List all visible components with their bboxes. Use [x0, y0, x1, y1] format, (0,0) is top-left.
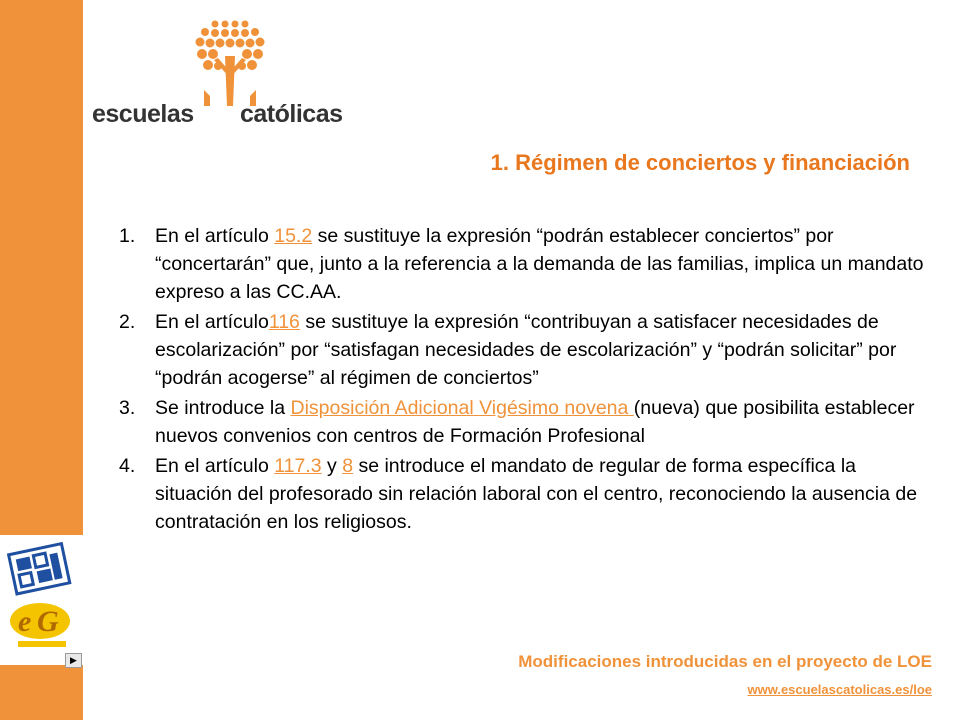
sidebar-logos-panel [0, 535, 83, 665]
article-link[interactable]: 15.2 [274, 225, 313, 247]
footer-website-link[interactable]: www.escuelascatolicas.es/loe [747, 682, 932, 697]
item-number: 3. [119, 397, 136, 419]
next-slide-button[interactable]: ▶ [65, 653, 82, 668]
escuelas-catolicas-logo [92, 18, 352, 128]
item-number: 1. [119, 225, 136, 247]
item-text: En el artículo [155, 225, 275, 247]
list-item [117, 222, 932, 306]
item-text: y [321, 455, 343, 477]
ceca-logo-icon [0, 535, 83, 665]
item-text: (nueva) que posibilita establecer nuevos convenios con centros de Formación Profesional [155, 397, 915, 447]
item-text: se sustituye la expresión “contribuyan a satisfacer necesidades de escolarización” por “satisfagan necesidades de escolarización” y “podrán solicitar” por “podrán acogerse” al régimen de conciertos” [155, 311, 897, 389]
brand-left-text: escuelas [92, 100, 194, 128]
footer-title: Modificaciones introducidas en el proyecto de LOE [518, 652, 932, 671]
eg-logo-icon [10, 603, 70, 647]
list-item [117, 394, 932, 450]
amendments-list [117, 222, 932, 538]
article-link[interactable]: 8 [342, 455, 354, 477]
item-text: En el artículo [155, 311, 269, 333]
item-text: se sustituye la expresión “podrán establecer conciertos” por “concertarán” que, junto a la referencia a la demanda de las familias, implica un mandato expreso a las CC.AA. [155, 225, 924, 303]
brand-right-text: católicas [240, 100, 343, 128]
item-number: 2. [119, 311, 136, 333]
tree-logo-icon [92, 18, 352, 113]
article-link[interactable]: Disposición Adicional Vigésimo novena [290, 397, 634, 419]
item-number: 4. [119, 455, 136, 477]
article-link[interactable]: 117.3 [274, 455, 322, 477]
item-text: Se introduce la [155, 397, 291, 419]
list-item [117, 452, 932, 536]
svg-text:G: G [37, 605, 59, 638]
list-item [117, 308, 932, 392]
item-text: En el artículo [155, 455, 275, 477]
svg-text:e: e [18, 605, 32, 638]
article-link[interactable]: 116 [268, 311, 300, 333]
item-text: se introduce el mandato de regular de forma específica la situación del profesorado sin relación laboral con el centro, reconociendo la ausencia de contratación en los religiosos. [155, 455, 918, 533]
slide-title: 1. Régimen de conciertos y financiación [490, 150, 910, 175]
